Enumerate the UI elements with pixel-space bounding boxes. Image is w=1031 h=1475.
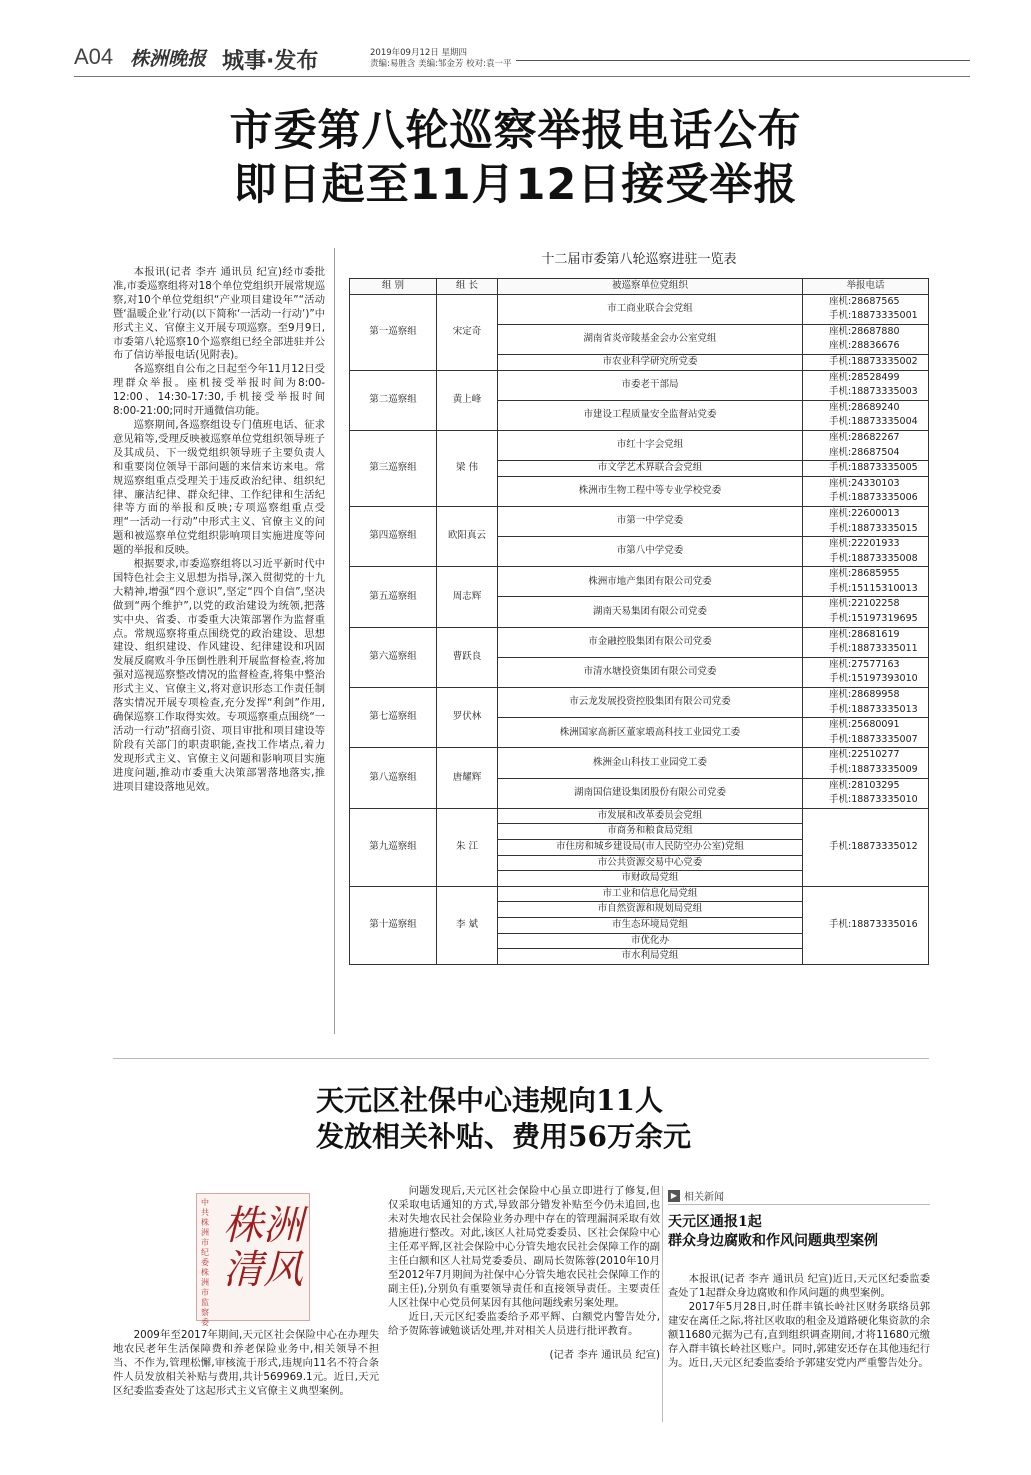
unit-cell: 市文学艺术界联合会党组 [498,461,803,477]
table-row [350,506,929,536]
phone-number: 手机:15115310013 [829,582,918,594]
group-name-cell: 第六巡察组 [350,627,437,687]
phone-cell [803,597,929,627]
phone-number: 手机:18873335011 [829,643,918,655]
unit-cell: 市自然资源和规划局党组 [498,902,803,918]
article-paragraph: 本报讯(记者 李卉 通讯员 纪宣)经市委批准,市委巡察组将对18个单位党组织开展常规巡察,对10个单位党组织“产业项目建设年”“活动暨‘温暖企业’行动(以下简称‘一活动一行动’)”中形式主义、官僚主义开展专项巡察。至9月9日,市委第八轮巡察10个巡察组已经全部进驻并公布了信访举报电话(见附表)。 [113,266,326,362]
phone-cell: 手机:18873335012 [803,808,929,886]
group-leader-cell: 欧阳真云 [437,506,498,566]
table-row [350,294,929,324]
phone-number: 座机:28687565 [829,295,900,307]
phone-number: 手机:18873335004 [829,416,918,428]
arrow-icon: ▶ [668,1190,680,1202]
group-name-cell: 第三巡察组 [350,430,437,506]
phone-number: 手机:18873335005 [829,462,918,474]
col-header-unit: 被巡察单位党组织 [498,279,803,295]
phone-number: 座机:22600013 [829,507,900,519]
main-headline-line1: 市委第八轮巡察举报电话公布 [229,106,802,156]
issue-date: 2019年09月12日 星期四 [370,48,467,58]
phone-cell [803,657,929,687]
story2-headline-line1: 天元区社保中心违规向11人 [316,1084,663,1117]
phone-cell [803,430,929,460]
story2-byline: (记者 李卉 通讯员 纪宣) [549,1349,660,1361]
unit-cell: 湖南天易集团有限公司党委 [498,597,803,627]
group-name-cell: 第十巡察组 [350,886,437,964]
group-leader-cell: 李 斌 [437,886,498,964]
main-headline-line2: 即日起至11月12日接受举报 [233,160,798,210]
related-rule [668,1204,930,1205]
story2-paragraph: 2009年至2017年期间,天元区社会保险中心在办理失地农民老年生活保障费和养老保险业务中,相关领导不担当、不作为,管理松懈,审核流于形式,违规向11名不符合条件人员发放相关补贴与费用,共计569969.1元。近日,天元区纪委监委查处了这起形式主义官僚主义典型案例。 [113,1329,379,1397]
unit-cell: 市委老干部局 [498,370,803,400]
phone-number: 手机:15197393010 [829,673,918,685]
phone-cell: 手机:18873335016 [803,886,929,964]
unit-cell: 市清水塘投资集团有限公司党委 [498,657,803,687]
inspection-table [349,278,929,965]
phone-number: 座机:28836676 [829,340,900,352]
group-name-cell: 第一巡察组 [350,294,437,370]
qingfeng-logo [196,1193,310,1327]
col-header-leader: 组 长 [437,279,498,295]
story2-headline-line2: 发放相关补贴、费用56万余元 [316,1120,691,1153]
phone-number: 手机:18873335007 [829,733,918,745]
group-leader-cell: 梁 伟 [437,430,498,506]
phone-cell [803,476,929,506]
logo-small-text: 中共株洲市纪委 株洲市监察委 [201,1198,209,1327]
table-row [350,627,929,657]
unit-cell: 湖南国信建设集团股份有限公司党委 [498,778,803,808]
unit-cell: 市农业科学研究所党委 [498,354,803,370]
unit-cell: 市发展和改革委员会党组 [498,808,803,824]
group-name-cell: 第七巡察组 [350,688,437,748]
table-row [350,748,929,778]
phone-cell [803,294,929,324]
column-divider-2 [662,1186,663,1422]
phone-number: 座机:28528499 [829,371,900,383]
unit-cell: 市红十字会党组 [498,430,803,460]
unit-cell: 株洲国家高新区董家塅高科技工业园党工委 [498,718,803,748]
phone-number: 座机:28682267 [829,431,900,443]
related-headline [668,1213,878,1251]
phone-cell [803,537,929,567]
phone-cell [803,748,929,778]
story2-headline [316,1083,691,1155]
phone-number: 手机:18873335013 [829,703,918,715]
phone-cell [803,370,929,400]
phone-number: 座机:22102258 [829,598,900,610]
phone-number: 手机:18873335002 [829,355,918,367]
phone-cell [803,567,929,597]
related-headline-line2: 群众身边腐败和作风问题典型案例 [668,1233,878,1249]
phone-number: 手机:15197319695 [829,613,918,625]
phone-number: 座机:25680091 [829,719,900,731]
article-paragraph: 根据要求,市委巡察组将以习近平新时代中国特色社会主义思想为指导,深入贯彻党的十九大精神,增强“四个意识”,坚定“四个自信”,坚决做到“两个维护”,以党的政治建设为统领,把落实中央、省委、市委重大决策部署作为监督重点。常规巡察将重点围绕党的政治建设、思想建设、组织建设、作风建设、纪律建设和巩固发展反腐败斗争压倒性胜利开展监督检查,将加强对巡视巡察整改情况的监督检查,将集中整治形式主义、官僚主义,将对意识形态工作责任制落实情况开展专项检查,充分发挥“利剑”作用,确保巡察工作取得实效。专项巡察重点围绕“一活动一行动”招商引资、项目审批和项目建设等阶段有关部门的职责职能,查找工作堵点,着力发现形式主义、官僚主义问题和影响项目实施进度问题,推动市委重大决策部署落地落实,推进项目建设落地见效。 [113,558,325,793]
table-row [350,370,929,400]
group-leader-cell: 朱 江 [437,808,498,886]
related-paragraph: 本报讯(记者 李卉 通讯员 纪宣)近日,天元区纪委监委查处了1起群众身边腐败和作风问题的典型案例。 [668,1273,930,1299]
page-number: A04 [74,44,114,69]
phone-number: 座机:22201933 [829,538,900,550]
unit-cell: 市建设工程质量安全监督站党委 [498,400,803,430]
phone-cell [803,718,929,748]
phone-cell [803,400,929,430]
phone-cell [803,506,929,536]
main-headline [0,104,1031,212]
phone-cell [803,688,929,718]
paper-logo: 株洲晚报 [130,48,207,70]
unit-cell: 市公共资源交易中心党委 [498,855,803,871]
group-name-cell: 第八巡察组 [350,748,437,808]
related-paragraph: 2017年5月28日,时任群丰镇长岭社区财务联络员郭建安在离任之际,将社区收取的租金及道路硬化集资款的余额11680元据为己有,直到组织调查期间,才将11680元缴存入群丰镇长岭社区账户。同时,郭建安还存在其他违纪行为。近日,天元区纪委监委给予郭建安党内严重警告处分。 [668,1301,930,1369]
header-rule [74,76,970,77]
phone-number: 手机:18873335015 [829,522,918,534]
table-header-row [350,279,929,295]
phone-number: 座机:28689240 [829,401,900,413]
phone-cell [803,461,929,477]
unit-cell: 株洲市地产集团有限公司党委 [498,567,803,597]
col-header-phone: 举报电话 [803,279,929,295]
logo-calligraphy: 株洲 清风 [223,1203,303,1293]
table-row [350,688,929,718]
unit-cell: 市住房和城乡建设局(市人民防空办公室)党组 [498,839,803,855]
issue-meta [370,48,512,70]
related-news-label: 相关新闻 [684,1192,724,1203]
phone-number: 座机:22510277 [829,749,900,761]
unit-cell: 市财政局党组 [498,871,803,887]
unit-cell: 株洲金山科技工业园党工委 [498,748,803,778]
table-body [350,294,929,964]
phone-cell [803,354,929,370]
story2-paragraph: 近日,天元区纪委监委给予邓平辉、白额党内警告处分,给予贺陈蓉诫勉谈话处理,并对相关人员进行批评教育。 [388,1311,660,1337]
article-paragraph: 各巡察组自公布之日起至今年11月12日受理群众举报。座机接受举报时间为8:00-12:00、14:30-17:30,手机接受举报时间8:00-21:00;同时开通微信功能。 [113,363,325,418]
unit-cell: 市生态环境局党组 [498,917,803,933]
phone-number: 手机:18873335008 [829,552,918,564]
table-row [350,567,929,597]
phone-cell [803,627,929,657]
unit-cell: 市第八中学党委 [498,537,803,567]
unit-cell: 市水利局党组 [498,949,803,965]
story2-column-a [113,1328,379,1398]
section-title: 城事·发布 [222,49,319,74]
unit-cell: 市工商业联合会党组 [498,294,803,324]
unit-cell: 市优化办 [498,933,803,949]
group-name-cell: 第二巡察组 [350,370,437,430]
group-leader-cell: 周志辉 [437,567,498,627]
unit-cell: 市第一中学党委 [498,506,803,536]
header-rule-short [516,60,970,61]
phone-number: 座机:28685955 [829,568,900,580]
article-paragraph: 巡察期间,各巡察组设专门值班电话、征求意见箱等,受理反映被巡察单位党组织领导班子及其成员、下一级党组织领导班子主要负责人和重要岗位领导干部问题的来信来访来电。常规巡察组重点受理关于违反政治纪律、组织纪律、廉洁纪律、群众纪律、工作纪律和生活纪律等方面的举报和反映;专项巡察组重点受理“一活动一行动”中形式主义、官僚主义的问题和被巡察单位党组织影响项目实施进度等问题的举报和反映。 [113,418,325,557]
unit-cell: 市云龙发展投资控股集团有限公司党委 [498,688,803,718]
group-leader-cell: 黄上峰 [437,370,498,430]
related-news-tag [668,1188,724,1203]
phone-number: 手机:18873335010 [829,794,918,806]
group-leader-cell: 宋定奇 [437,294,498,370]
group-name-cell: 第四巡察组 [350,506,437,566]
phone-number: 手机:18873335009 [829,764,918,775]
phone-number: 座机:28687504 [829,446,900,458]
phone-cell [803,778,929,808]
phone-number: 手机:18873335001 [829,310,918,322]
story2-paragraph: 问题发现后,天元区社会保险中心虽立即进行了修复,但仅采取电话通知的方式,导致部分错发补贴至今仍未追回,也未对失地农民社会保险业务办理中存在的管理漏洞采取有效措施进行整改。对此,该区人社局党委委员、区社会保险中心主任邓平辉,区社会保险中心分管失地农民社会保障工作的副主任白额和区人社局党委委员、副局长贺陈蓉(2010年10月至2012年7月期间为社保中心分管失地农民社会保障工作的副主任),分别负有重要领导责任和直接领导责任。主要责任人区社保中心党员何某因有其他问题线索另案处理。 [388,1185,660,1309]
article-body [113,266,325,794]
phone-number: 座机:24330103 [829,477,900,489]
group-leader-cell: 唐耀辉 [437,748,498,808]
phone-number: 座机:28689958 [829,689,900,701]
table-row [350,886,929,902]
phone-number: 手机:18873335003 [829,386,918,398]
section-divider [113,1058,929,1059]
unit-cell: 市商务和粮食局党组 [498,824,803,840]
story2-column-b [388,1184,660,1362]
table-title: 十二届市委第八轮巡察进驻一览表 [541,252,737,267]
group-leader-cell: 罗伏林 [437,688,498,748]
table-row [350,808,929,824]
unit-cell: 市金融控股集团有限公司党委 [498,627,803,657]
group-name-cell: 第九巡察组 [350,808,437,886]
issue-editors: 责编:易胜含 美编:邹金芳 校对:袁一平 [370,59,512,69]
phone-number: 座机:28103295 [829,779,900,791]
unit-cell: 市工业和信息化局党组 [498,886,803,902]
phone-number: 座机:28687880 [829,325,900,337]
column-divider [334,248,335,1034]
group-leader-cell: 曹跃良 [437,627,498,687]
phone-cell [803,324,929,354]
phone-number: 手机:18873335006 [829,492,918,504]
phone-number: 座机:28681619 [829,628,900,640]
group-name-cell: 第五巡察组 [350,567,437,627]
phone-number: 座机:27577163 [829,658,900,670]
related-headline-line1: 天元区通报1起 [668,1214,762,1230]
unit-cell: 株洲市生物工程中等专业学校党委 [498,476,803,506]
related-body [668,1272,930,1370]
table-row [350,430,929,460]
unit-cell: 湖南省炎帝陵基金会办公室党组 [498,324,803,354]
col-header-group: 组 别 [350,279,437,295]
